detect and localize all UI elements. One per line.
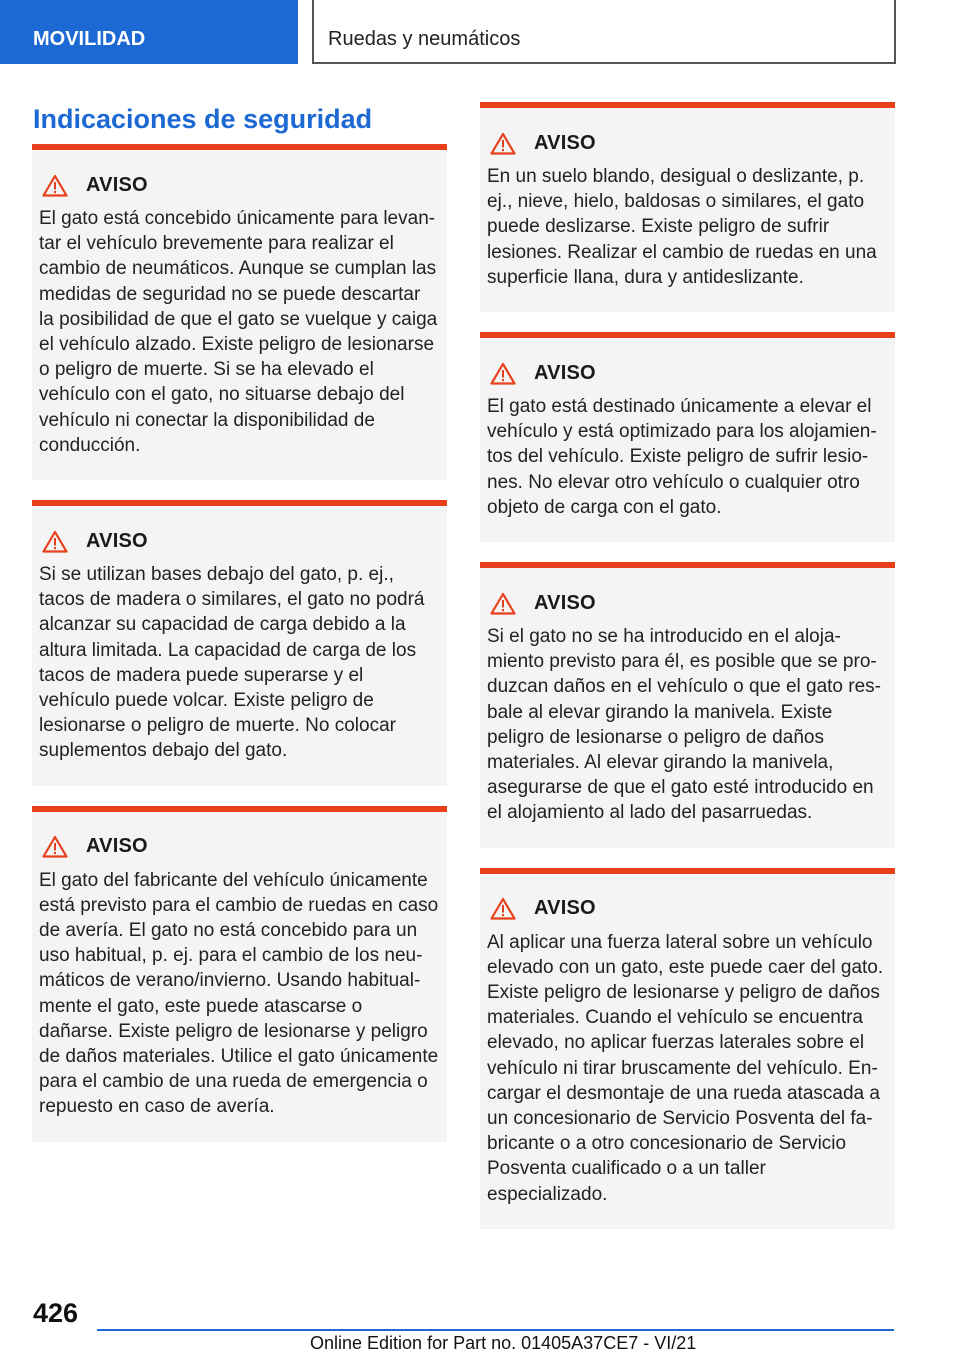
page-number: 426 [33, 1298, 79, 1328]
warning-triangle-icon [42, 174, 68, 197]
warning-label: AVISO [534, 591, 596, 614]
warning-triangle-icon [490, 362, 516, 385]
left-column [32, 144, 447, 1162]
warning-box [480, 102, 895, 312]
warning-label: AVISO [86, 173, 148, 196]
warning-text: El gato está destinado únicamente a elevar el vehículo y está optimizado para los alojamientos del vehículo. Existe peligro de sufrir lesiones. No elevar otro vehículo o cualquier otro objeto de carga con el gato. [487, 396, 877, 518]
warning-triangle-icon [42, 835, 68, 858]
warning-label: AVISO [86, 529, 148, 552]
warning-header [32, 506, 447, 558]
warning-box [480, 868, 895, 1229]
warning-box [32, 806, 447, 1142]
warning-triangle-icon [490, 592, 516, 615]
header-section-tab [0, 0, 298, 64]
warning-text: Si el gato no se ha introducido en el alojamiento previsto para él, es posible que se produzcan daños en el vehículo o que el gato resbale al elevar girando la manivela. Existe peligro de lesionarse o peligro de daños materiales. Al elevar girando la manivela, asegurarse de que el gato esté introducido en el alojamiento al lado del pasarruedas. [487, 626, 881, 824]
warning-box [480, 332, 895, 542]
warning-box [32, 500, 447, 786]
warning-label: AVISO [86, 835, 148, 858]
warning-triangle-icon [490, 132, 516, 155]
warning-box [32, 144, 447, 480]
section-title: Indicaciones de seguridad [33, 104, 373, 134]
warning-label: AVISO [534, 897, 596, 920]
warning-header [32, 812, 447, 864]
warning-header [480, 338, 895, 390]
warning-header [480, 108, 895, 160]
right-column [480, 102, 895, 1249]
warning-triangle-icon [42, 530, 68, 553]
warning-text: El gato está concebido únicamente para levantar el vehículo brevemente para realizar el cambio de neumáticos. Aunque se cumplan las medidas de seguridad no se puede descartar la posibilidad de que el gato se vuelque y caiga el vehículo alzado. Existe peligro de lesionarse o peligro de muerte. Si se ha elevado el vehículo con el gato, no situarse debajo del vehículo ni conectar la disponibilidad de conducción. [39, 208, 438, 456]
warning-text: Al aplicar una fuerza lateral sobre un vehículo elevado con un gato, este puede caer del gato. Existe peligro de lesionarse y peligro de daños materiales. Cuando el vehículo se encuentra elevado, no aplicar fuerzas laterales sobre el vehículo ni tirar bruscamente del vehículo. Encargar el desmontaje de una rueda atascada a un concesionario de Servicio Posventa del fabricante o a otro concesionario de Servicio Posventa cualificado o a un taller especializado. [487, 931, 884, 1205]
warning-triangle-icon [490, 897, 516, 920]
header-topic-tab [312, 0, 896, 64]
warning-header [32, 150, 447, 202]
warning-box [480, 562, 895, 848]
warning-header [480, 874, 895, 926]
edition-note: Online Edition for Part no. 01405A37CE7 - VI/21 [310, 1333, 697, 1353]
warning-text: En un suelo blando, desigual o deslizante, p. ej., nieve, hielo, baldosas o similares, el gato puede deslizarse. Existe peligro de sufrir lesiones. Realizar el cambio de ruedas en una superficie llana, dura y antideslizante. [487, 166, 877, 288]
header-section-label: MOVILIDAD [33, 28, 146, 50]
header-topic-label: Ruedas y neumáticos [328, 28, 521, 50]
footer-divider [97, 1329, 894, 1331]
warning-text: El gato del fabricante del vehículo únicamente está previsto para el cambio de ruedas en caso de avería. El gato no está concebido para un uso habitual, p. ej. para el cambio de los neumáticos de verano/invierno. Usando habitualmente el gato, este puede atascarse o dañarse. Existe peligro de lesionarse y peligro de daños materiales. Utilice el gato únicamente para el cambio de una rueda de emergencia o repuesto en caso de avería. [39, 869, 439, 1118]
warning-header [480, 568, 895, 620]
warning-text: Si se utilizan bases debajo del gato, p. ej., tacos de madera o similares, el gato no podrá alcanzar su capacidad de carga debido a la altura limitada. La capacidad de carga de los tacos de madera puede superarse y el vehículo puede volcar. Existe peligro de lesionarse o peligro de muerte. No colocar suplementos debajo del gato. [39, 564, 425, 762]
warning-label: AVISO [534, 131, 596, 154]
warning-label: AVISO [534, 361, 596, 384]
